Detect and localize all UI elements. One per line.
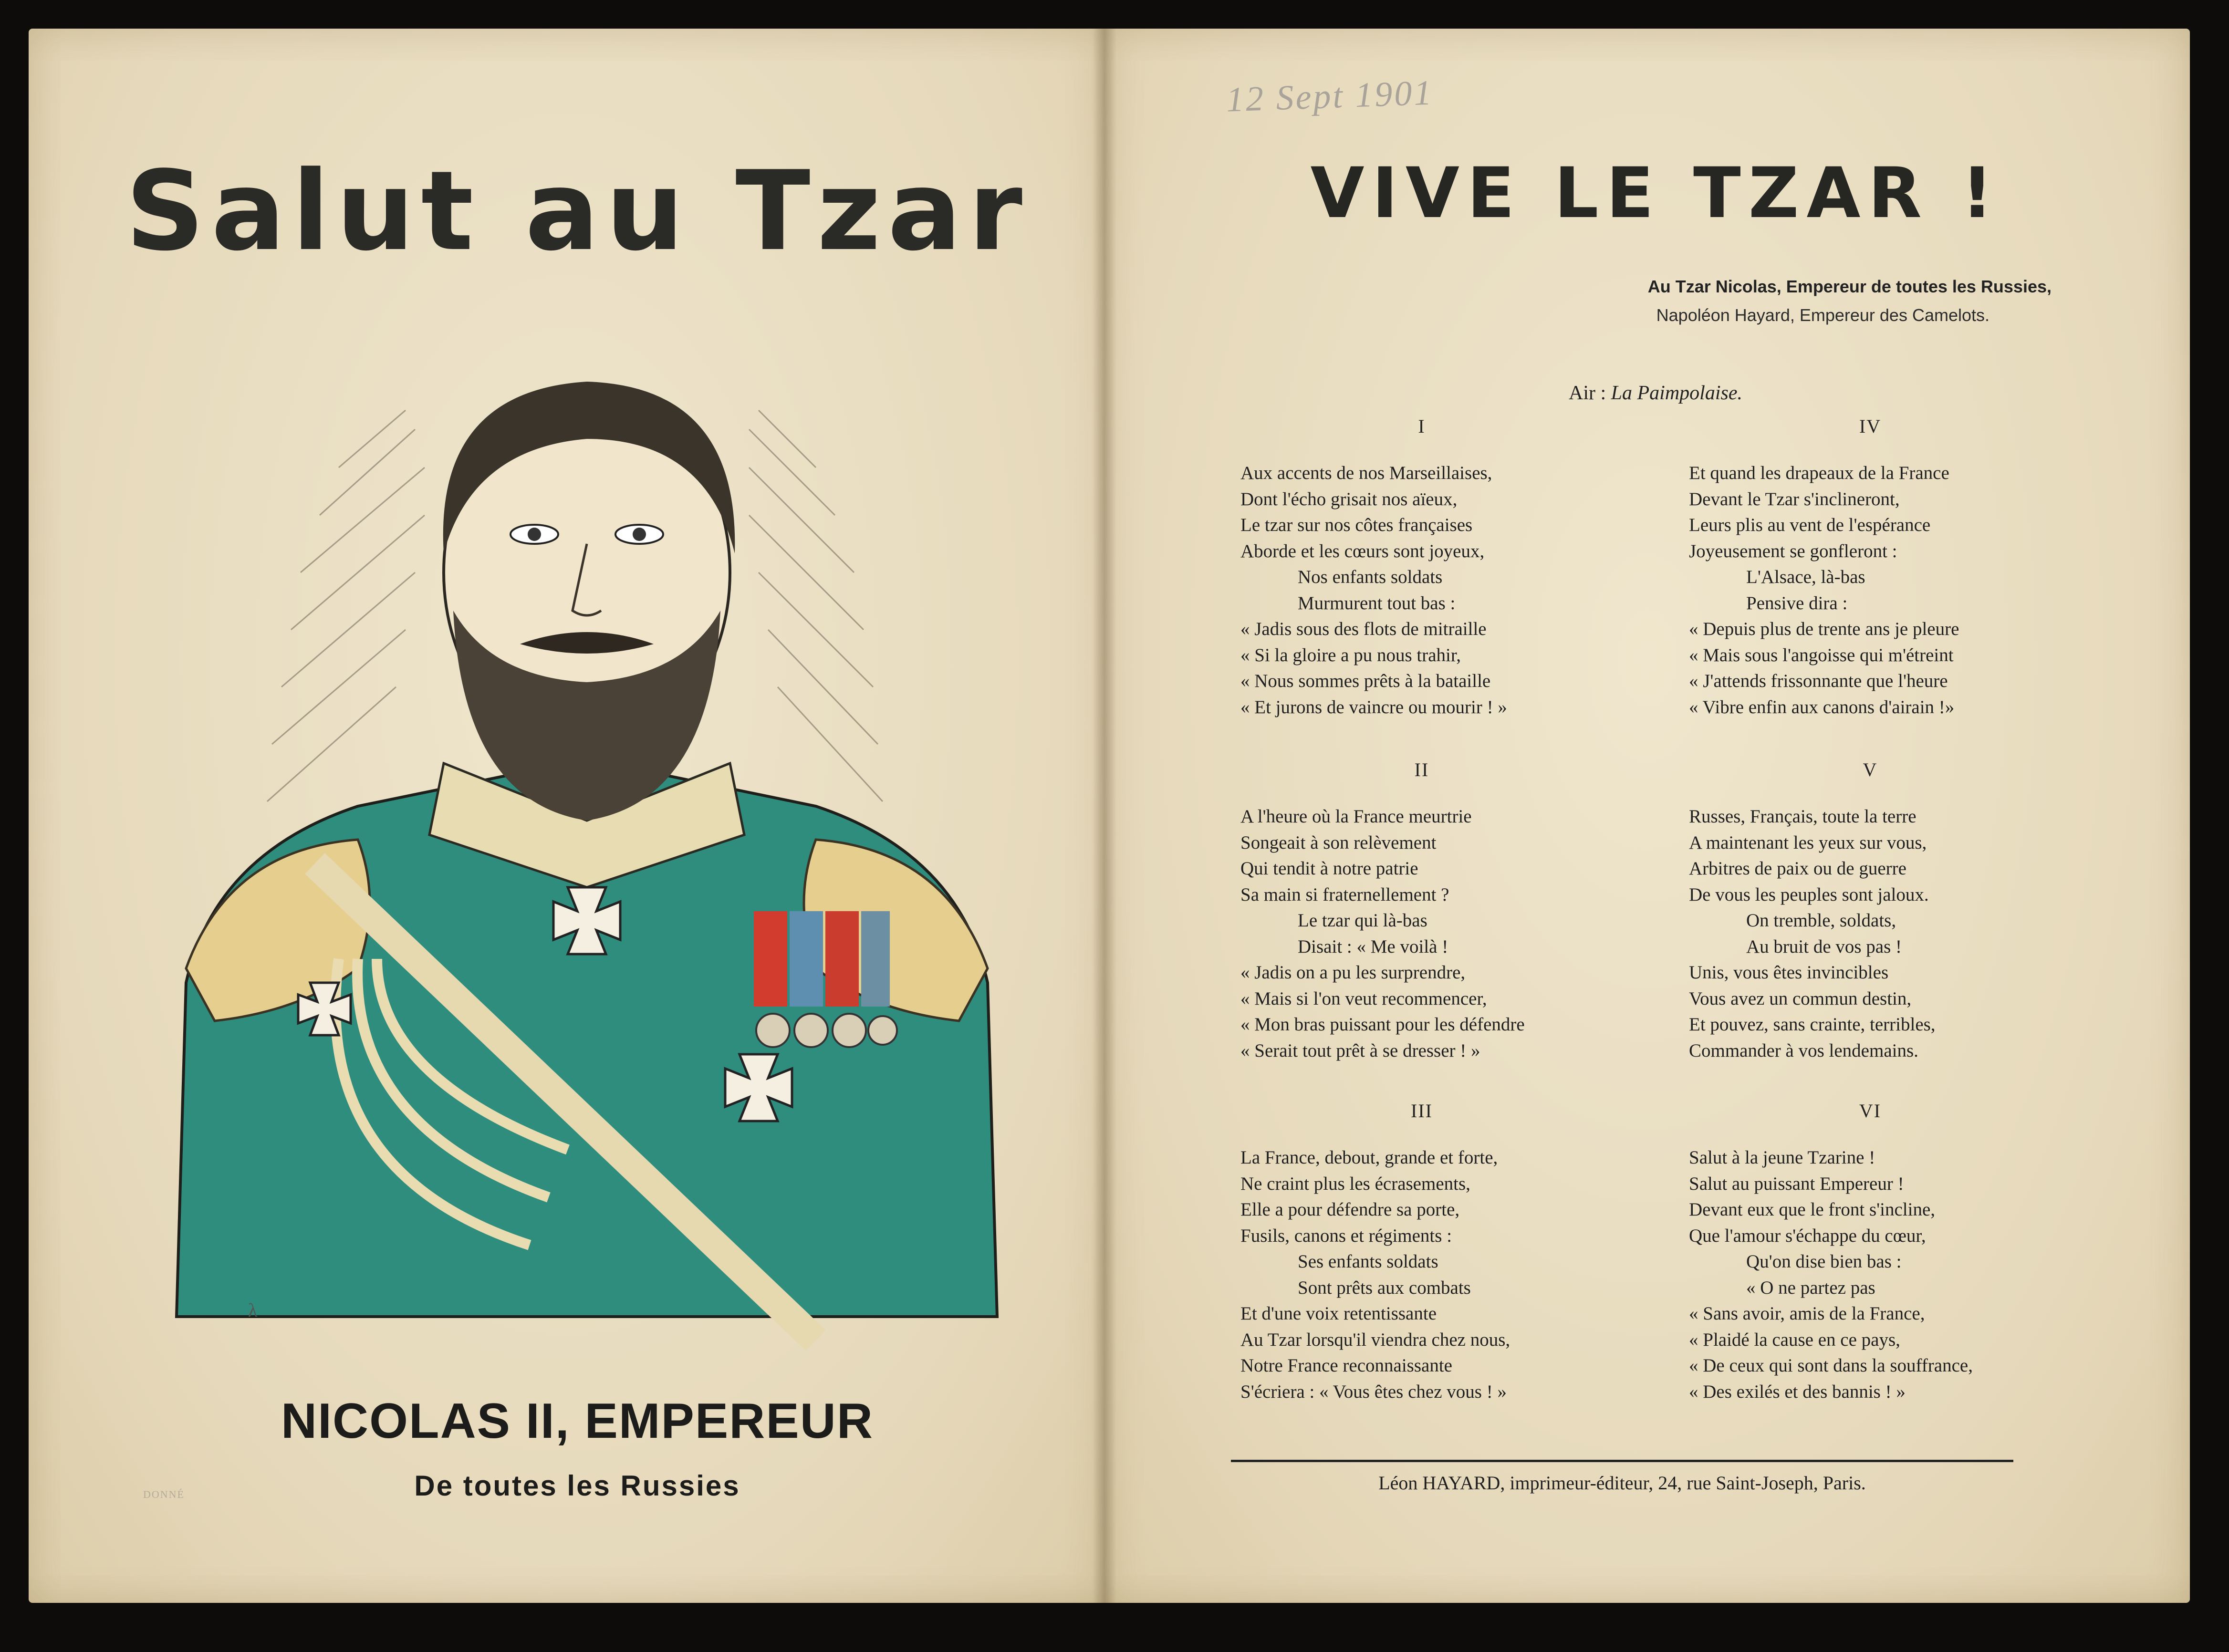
- verse-line: La France, debout, grande et forte,: [1240, 1147, 1498, 1168]
- verse-line: Devant eux que le front s'incline,: [1689, 1199, 1936, 1220]
- air-label: Air :: [1569, 382, 1606, 404]
- verse-line: Salut à la jeune Tzarine !: [1689, 1147, 1875, 1168]
- ribbon-blue: [790, 911, 823, 1007]
- ribbon-red-2: [825, 911, 859, 1007]
- verse-line: « Mais sous l'angoisse qui m'étreint: [1689, 644, 1954, 665]
- verse-line: « Plaidé la cause en ce pays,: [1689, 1329, 1900, 1350]
- stanza-3: [1240, 1100, 1603, 1405]
- ribbon-blue-2: [861, 911, 890, 1007]
- verse-line: Murmurent tout bas :: [1298, 592, 1456, 613]
- verse-line: Joyeusement se gonfleront :: [1689, 540, 1897, 561]
- verse-line: A maintenant les yeux sur vous,: [1689, 832, 1927, 853]
- pencil-date-annotation: 12 Sept 1901: [1225, 73, 1434, 120]
- dedication-line-2: Napoléon Hayard, Empereur des Camelots.: [1656, 305, 1989, 325]
- stanza-1: [1240, 415, 1603, 720]
- footer-rule: [1231, 1460, 2013, 1462]
- verse-line: « Des exilés et des bannis ! »: [1689, 1381, 1906, 1402]
- verse-line: Sont prêts aux combats: [1298, 1277, 1471, 1298]
- stanza-number: III: [1411, 1100, 1433, 1122]
- verse-line: Que l'amour s'échappe du cœur,: [1689, 1225, 1926, 1246]
- verse-line: « Serait tout prêt à se dresser ! »: [1240, 1040, 1480, 1061]
- verse-line: « J'attends frissonnante que l'heure: [1689, 671, 1948, 691]
- verse-line: Commander à vos lendemains.: [1689, 1040, 1918, 1061]
- verse-line: A l'heure où la France meurtrie: [1240, 806, 1472, 827]
- ribbon-red: [754, 911, 787, 1007]
- stanza-4: [1689, 415, 2052, 720]
- printer-imprint: Léon HAYARD, imprimeur-éditeur, 24, rue Saint-Joseph, Paris.: [1378, 1472, 1866, 1494]
- verse-line: On tremble, soldats,: [1746, 910, 1896, 931]
- right-title: VIVE LE TZAR !: [1310, 153, 2001, 234]
- verse-line: Dont l'écho grisait nos aïeux,: [1240, 488, 1458, 509]
- verse-line: Ses enfants soldats: [1298, 1251, 1438, 1272]
- stanza-5: [1689, 758, 2052, 1064]
- verse-line: « Jadis on a pu les surprendre,: [1240, 962, 1466, 983]
- stanza-number: II: [1414, 759, 1429, 780]
- dedication-line-1: Au Tzar Nicolas, Empereur de toutes les Russies,: [1647, 277, 2052, 296]
- verse-line: « Mon bras puissant pour les défendre: [1240, 1014, 1525, 1035]
- verse-line: Salut au puissant Empereur !: [1689, 1173, 1904, 1194]
- verse-line: Unis, vous êtes invincibles: [1689, 962, 1889, 983]
- verse-line: Et pouvez, sans crainte, terribles,: [1689, 1014, 1936, 1035]
- stanza-number: V: [1863, 759, 1878, 780]
- stanza-2: [1240, 758, 1603, 1064]
- faint-stamp: DONNÉ: [143, 1488, 185, 1500]
- verse-line: Le tzar sur nos côtes françaises: [1240, 515, 1473, 535]
- tsar-portrait-illustration: [157, 267, 1016, 1360]
- stanza-number: IV: [1859, 416, 1882, 437]
- verse-line: Qu'on dise bien bas :: [1746, 1251, 1902, 1272]
- verse-line: Et d'une voix retentissante: [1240, 1303, 1437, 1324]
- verse-line: Songeait à son relèvement: [1240, 832, 1437, 853]
- verse-line: Pensive dira :: [1746, 592, 1848, 613]
- verse-line: L'Alsace, là-bas: [1746, 567, 1865, 587]
- verse-line: « Vibre enfin aux canons d'airain !»: [1689, 696, 1955, 717]
- verse-line: « Mais si l'on veut recommencer,: [1240, 988, 1487, 1009]
- verse-line: Fusils, canons et régiments :: [1240, 1225, 1452, 1246]
- verse-line: Et quand les drapeaux de la France: [1689, 463, 1949, 483]
- air-line: [1441, 382, 1870, 405]
- verse-line: « O ne partez pas: [1746, 1277, 1875, 1298]
- air-title: La Paimpolaise.: [1611, 382, 1742, 404]
- left-title: Salut au Tzar: [125, 148, 1029, 275]
- verse-line: Disait : « Me voilà !: [1298, 936, 1448, 957]
- stanza-number: I: [1418, 416, 1426, 437]
- verse-line: « Si la gloire a pu nous trahir,: [1240, 644, 1461, 665]
- portrait-subcaption: De toutes les Russies: [414, 1470, 740, 1502]
- artist-mark: λ: [248, 1299, 258, 1321]
- verse-line: Au Tzar lorsqu'il viendra chez nous,: [1240, 1329, 1510, 1350]
- verse-line: « Jadis sous des flots de mitraille: [1240, 619, 1487, 639]
- verse-line: Aux accents de nos Marseillaises,: [1240, 463, 1492, 483]
- portrait-caption: NICOLAS II, EMPEREUR: [281, 1393, 874, 1449]
- center-fold: [1093, 29, 1116, 1603]
- verse-line: « Depuis plus de trente ans je pleure: [1689, 619, 1959, 639]
- verse-line: « De ceux qui sont dans la souffrance,: [1689, 1355, 1973, 1376]
- verse-line: Elle a pour défendre sa porte,: [1240, 1199, 1460, 1220]
- verse-line: Arbitres de paix ou de guerre: [1689, 858, 1906, 879]
- verse-line: « Sans avoir, amis de la France,: [1689, 1303, 1925, 1324]
- verse-line: Russes, Français, toute la terre: [1689, 806, 1917, 827]
- verse-line: Devant le Tzar s'inclineront,: [1689, 488, 1900, 509]
- verse-line: Ne craint plus les écrasements,: [1240, 1173, 1470, 1194]
- verse-line: « Nous sommes prêts à la bataille: [1240, 671, 1491, 691]
- verse-line: Le tzar qui là-bas: [1298, 910, 1427, 931]
- stanza-6: [1689, 1100, 2052, 1405]
- verse-line: Sa main si fraternellement ?: [1240, 884, 1449, 905]
- verse-line: Nos enfants soldats: [1298, 567, 1443, 587]
- verse-line: « Et jurons de vaincre ou mourir ! »: [1240, 696, 1507, 717]
- verse-line: Leurs plis au vent de l'espérance: [1689, 515, 1931, 535]
- verse-line: Qui tendit à notre patrie: [1240, 858, 1418, 879]
- verse-line: Vous avez un commun destin,: [1689, 988, 1912, 1009]
- verse-line: Notre France reconnaissante: [1240, 1355, 1452, 1376]
- verse-line: S'écriera : « Vous êtes chez vous ! »: [1240, 1381, 1507, 1402]
- stanza-number: VI: [1859, 1100, 1882, 1122]
- verse-line: De vous les peuples sont jaloux.: [1689, 884, 1929, 905]
- verse-line: Au bruit de vos pas !: [1746, 936, 1902, 957]
- verse-line: Aborde et les cœurs sont joyeux,: [1240, 540, 1485, 561]
